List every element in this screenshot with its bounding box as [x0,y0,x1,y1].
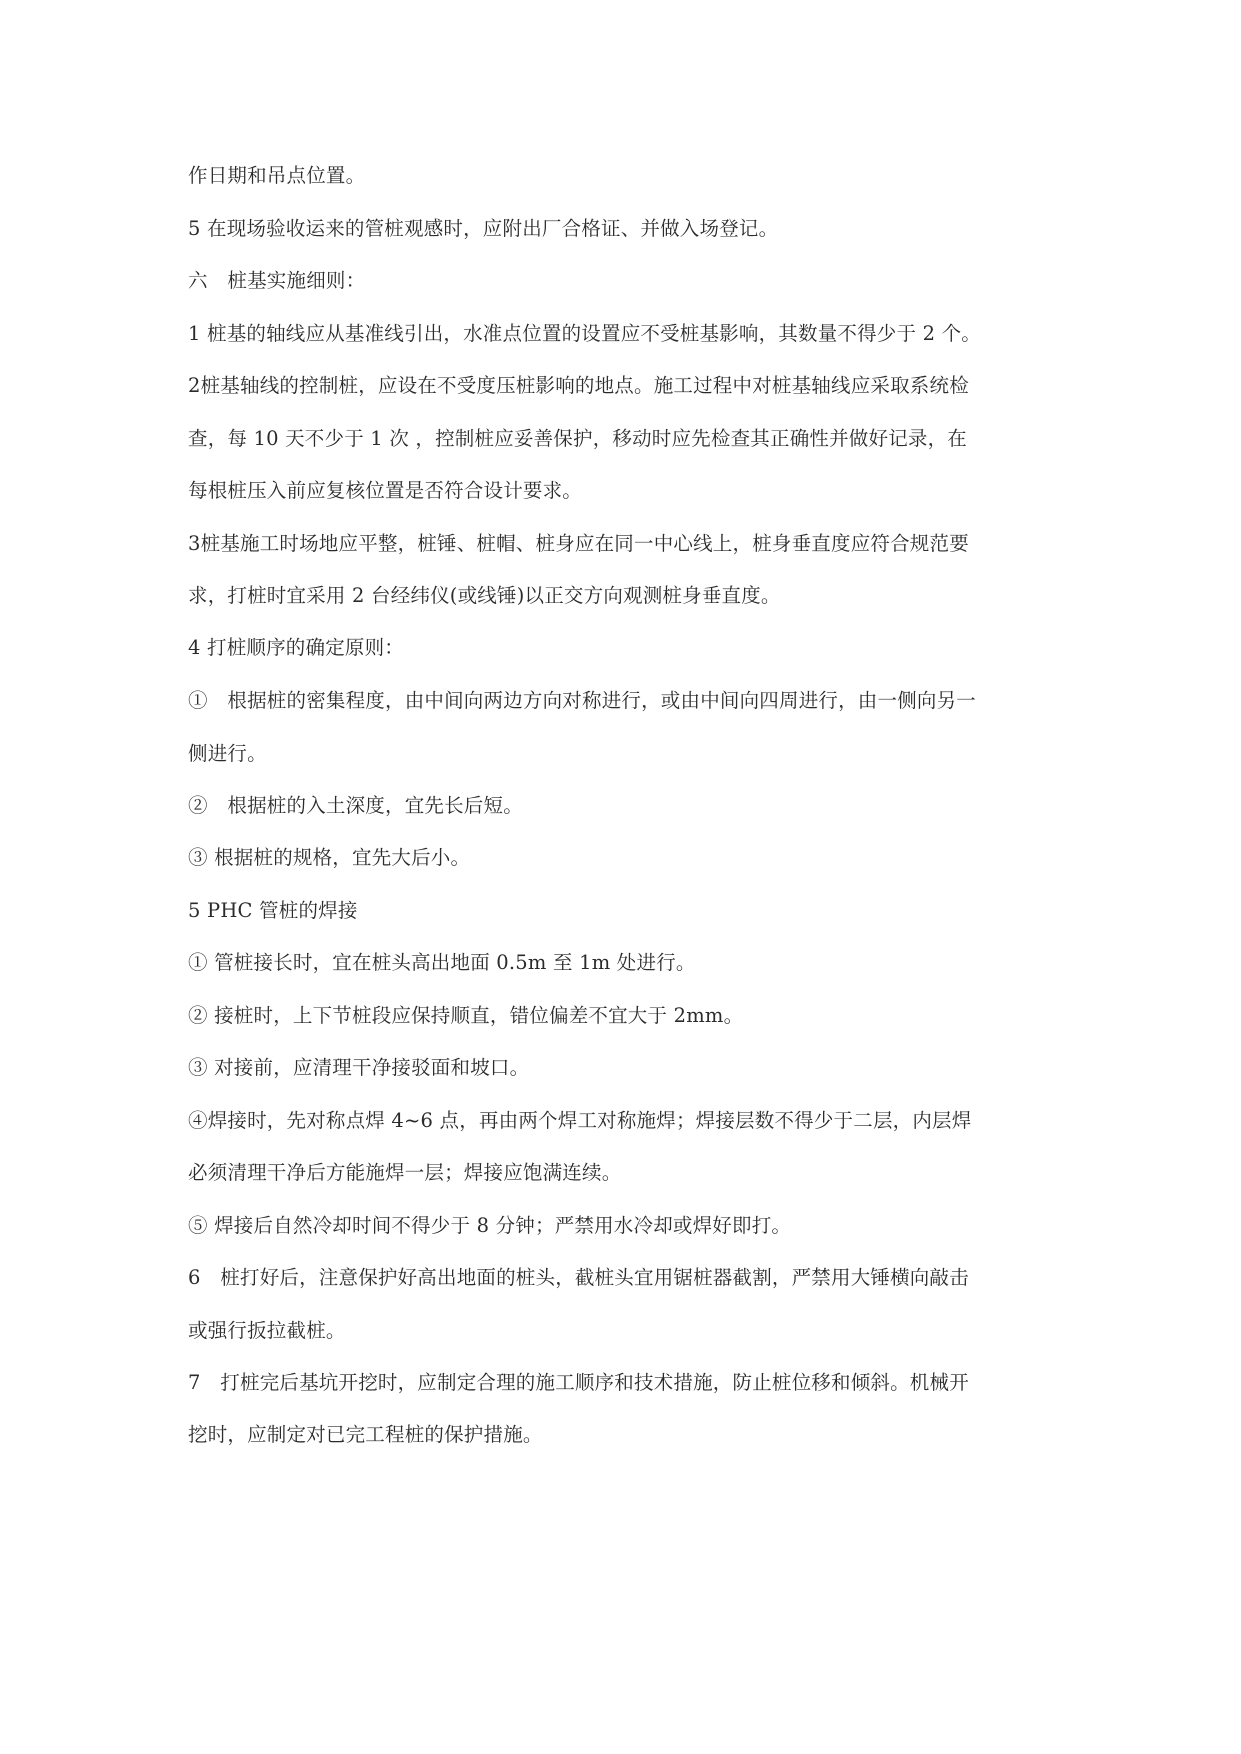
text-line: ⑤ 焊接后自然冷却时间不得少于 8 分钟；严禁用水冷却或焊好即打。 [188,1214,792,1237]
text-line: 每根桩压入前应复核位置是否符合设计要求。 [188,479,583,502]
text-line: ② 根据桩的入土深度，宜先长后短。 [188,794,523,817]
text-line: ③ 根据桩的规格，宜先大后小。 [188,846,471,869]
text-line: ② 接桩时，上下节桩段应保持顺直，错位偏差不宜大于 2mm。 [188,1004,744,1027]
text-line: 3桩基施工时场地应平整，桩锤、桩帽、桩身应在同一中心线上，桩身垂直度应符合规范要 [188,532,969,555]
text-line: 1 桩基的轴线应从基准线引出，水准点位置的设置应不受桩基影响，其数量不得少于 2 个。 [188,322,982,345]
text-line: 7 打桩完后基坑开挖时，应制定合理的施工顺序和技术措施，防止桩位移和倾斜。机械开 [188,1371,969,1394]
text-line: 2桩基轴线的控制桩，应设在不受度压桩影响的地点。施工过程中对桩基轴线应采取系统检 [188,374,969,397]
text-line: 侧进行。 [188,742,267,765]
text-line: 5 在现场验收运来的管桩观感时，应附出厂合格证、并做入场登记。 [188,217,779,240]
text-line: ③ 对接前，应清理干净接驳面和坡口。 [188,1056,530,1079]
text-line: ① 管桩接长时，宜在桩头高出地面 0.5m 至 1m 处进行。 [188,951,696,974]
text-line: 4 打桩顺序的确定原则： [188,636,405,659]
text-line: 或强行扳拉截桩。 [188,1319,346,1342]
text-line: 6 桩打好后，注意保护好高出地面的桩头，截桩头宜用锯桩器截割，严禁用大锤横向敲击 [188,1266,969,1289]
text-line: 求，打桩时宜采用 2 台经纬仪(或线锤)以正交方向观测桩身垂直度。 [188,584,781,607]
text-line: 作日期和吊点位置。 [188,164,366,187]
text-line: 挖时，应制定对已完工程桩的保护措施。 [188,1423,543,1446]
text-line: 5 PHC 管桩的焊接 [188,899,358,922]
text-line: ④焊接时，先对称点焊 4~6 点，再由两个焊工对称施焊；焊接层数不得少于二层，内层焊 [188,1109,972,1132]
text-line: 必须清理干净后方能施焊一层；焊接应饱满连续。 [188,1161,622,1184]
text-line: ① 根据桩的密集程度，由中间向两边方向对称进行，或由中间向四周进行，由一侧向另一 [188,689,977,712]
section-heading: 六 桩基实施细则： [188,269,366,292]
text-line: 查，每 10 天不少于 1 次 ，控制桩应妥善保护，移动时应先检查其正确性并做好记录，在 [188,427,968,450]
